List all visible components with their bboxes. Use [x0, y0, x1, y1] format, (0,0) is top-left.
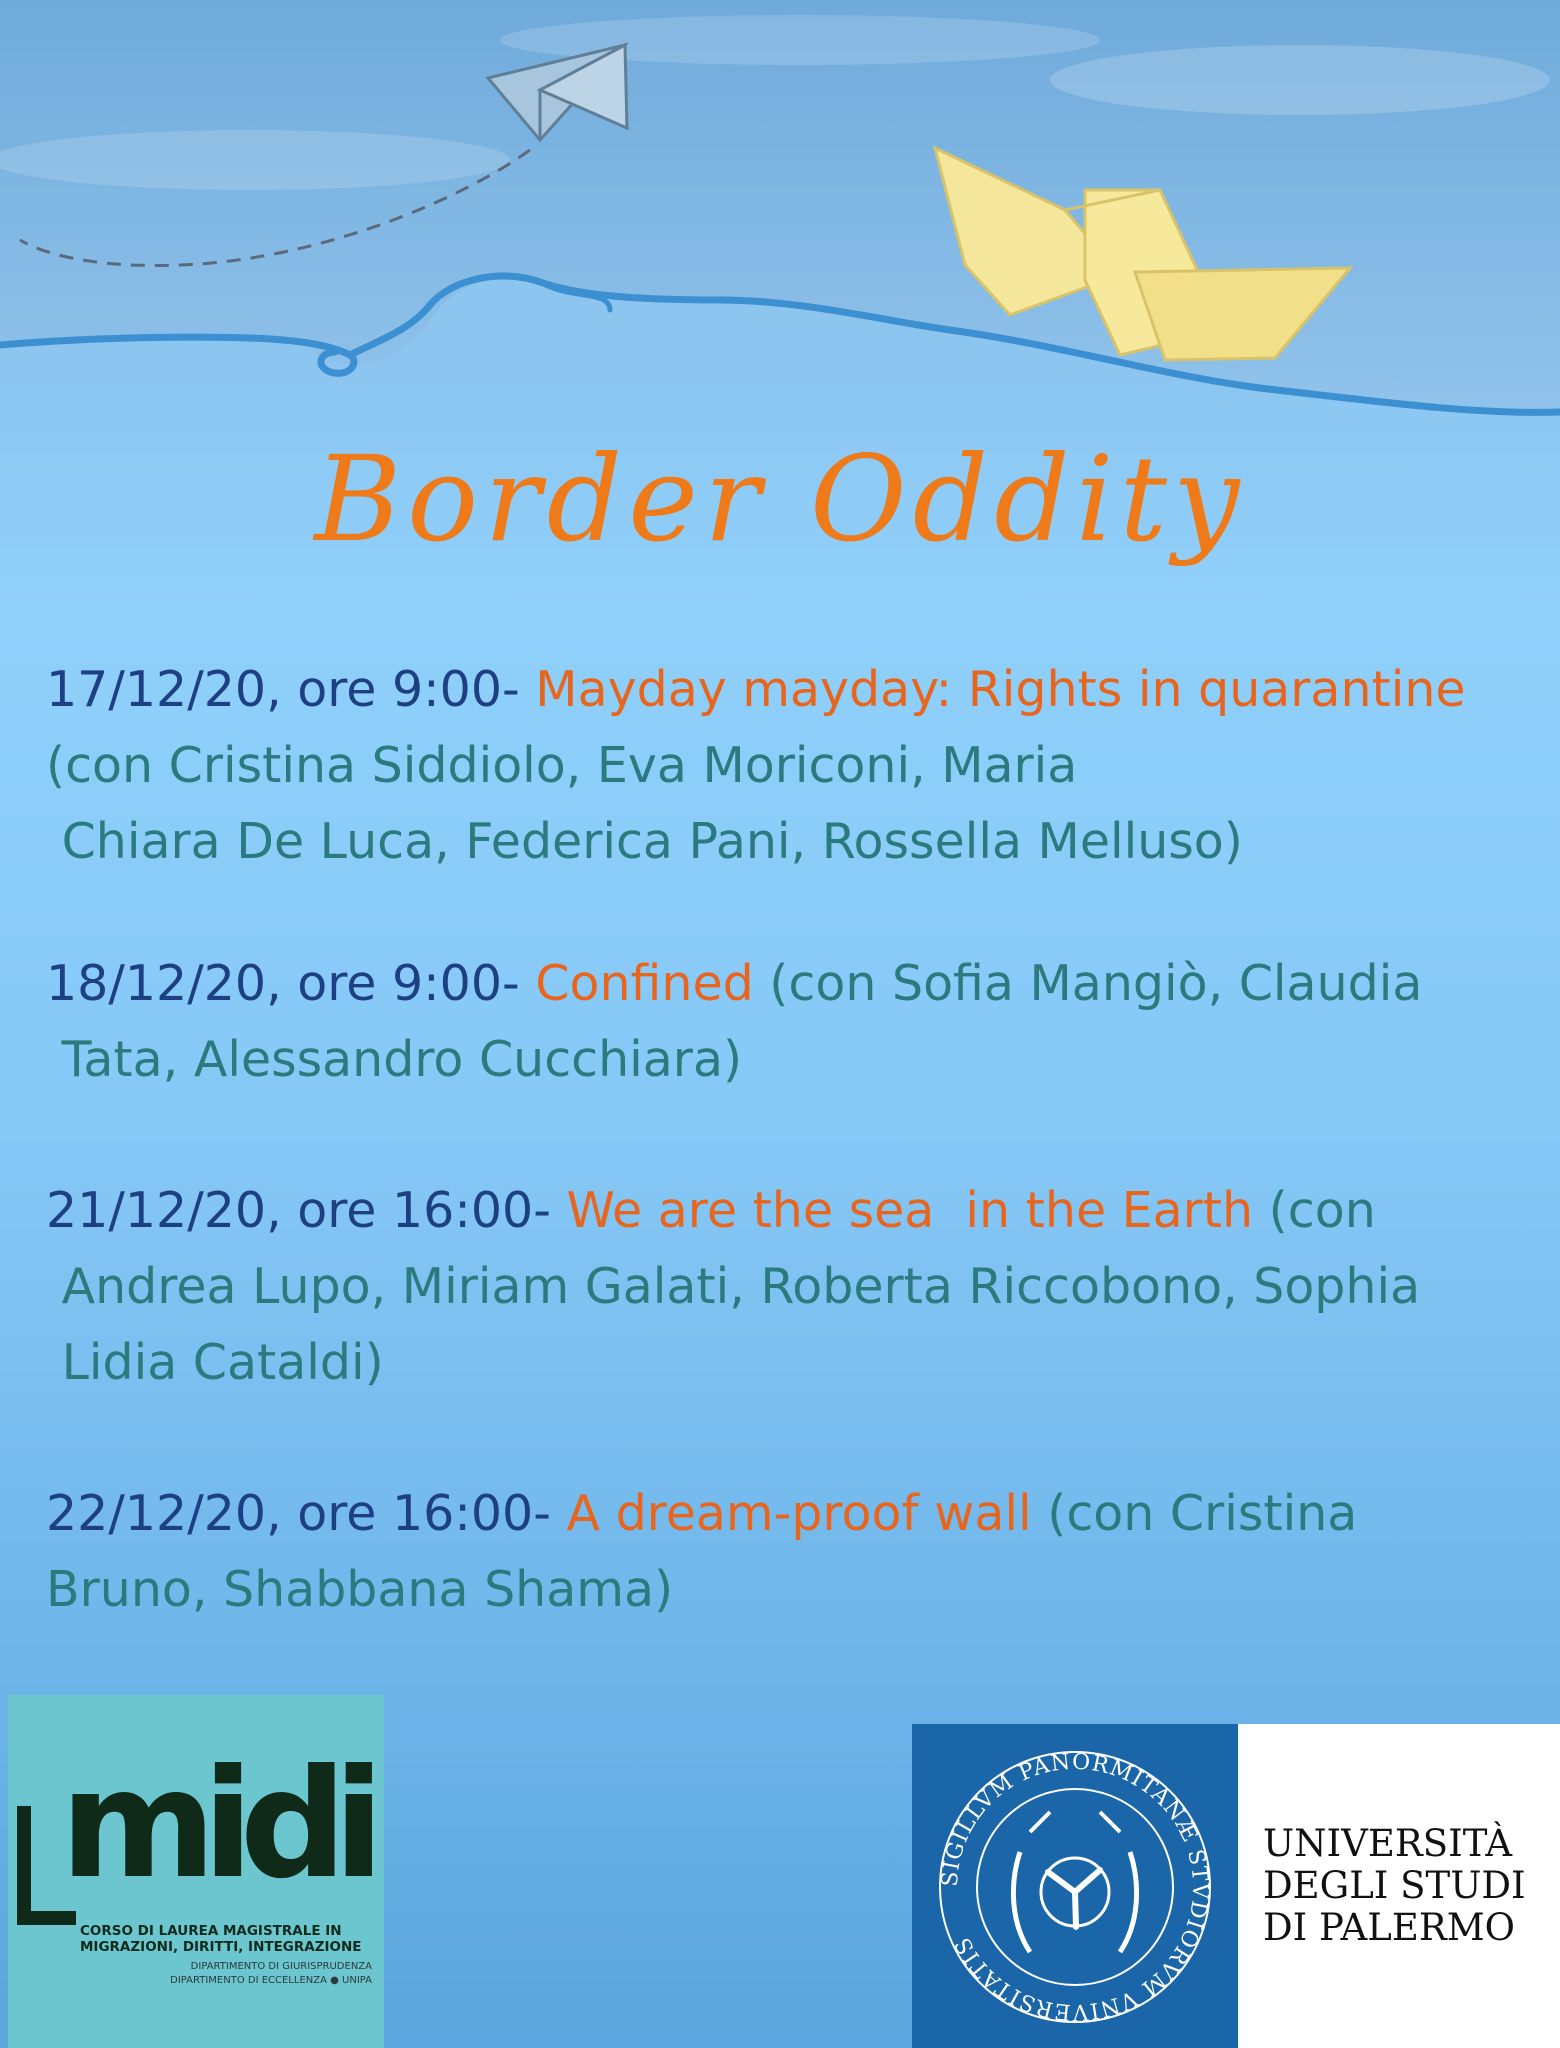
event-title: Mayday mayday: Rights in quarantine [535, 661, 1466, 718]
event-guests: (con Cristina Siddiolo, Eva Moriconi, Maria [46, 737, 1078, 794]
midi-department: DIPARTIMENTO DI GIURISPRUDENZA DIPARTIMENTO DI ECCELLENZA ● UNIPA [170, 1961, 372, 1986]
unipa-name-line: UNIVERSITÀ [1263, 1822, 1513, 1865]
event-title: Confined [535, 955, 754, 1012]
event-date: 22/12/20, ore 16:00- [46, 1485, 551, 1542]
svg-text:SIGILLVM PANORMITANÆ STVDIORVM: SIGILLVM PANORMITANÆ STVDIORVM VNIVERSITATIS [937, 1749, 1213, 2025]
event-guests: Chiara De Luca, Federica Pani, Rossella Melluso) [46, 813, 1243, 870]
event-guests: (con Sofia Mangiò, Claudia [753, 955, 1423, 1012]
event-guests: (con Cristina [1031, 1485, 1358, 1542]
event-2 [46, 946, 1526, 1098]
unipa-name-line: DI PALERMO [1263, 1906, 1515, 1949]
event-title: We are the sea in the Earth [566, 1182, 1254, 1239]
event-date: 21/12/20, ore 16:00- [46, 1182, 551, 1239]
event-title: A dream-proof wall [566, 1485, 1032, 1542]
event-guests: Bruno, Shabbana Shama) [46, 1561, 674, 1618]
event-date: 17/12/20, ore 9:00- [46, 661, 520, 718]
event-guests: (con [1253, 1182, 1376, 1239]
event-guests: Andrea Lupo, Miriam Galati, Roberta Riccobono, Sophia [46, 1258, 1421, 1315]
midi-wordmark: midi [60, 1738, 371, 1912]
event-date: 18/12/20, ore 9:00- [46, 955, 520, 1012]
unipa-name-line: DEGLI STUDI [1263, 1864, 1526, 1907]
event-3 [46, 1173, 1526, 1401]
event-4 [46, 1476, 1526, 1628]
midi-course: CORSO DI LAUREA MAGISTRALE IN MIGRAZIONI, DIRITTI, INTEGRAZIONE [80, 1923, 362, 1955]
unipa-seal-icon [930, 1742, 1220, 2032]
sky-illustration [0, 0, 1560, 460]
event-guests: Tata, Alessandro Cucchiara) [46, 1031, 743, 1088]
poster-title: Border Oddity [314, 430, 1246, 568]
event-1 [46, 652, 1526, 880]
event-guests: Lidia Cataldi) [46, 1334, 384, 1391]
unipa-name [1263, 1823, 1553, 1949]
